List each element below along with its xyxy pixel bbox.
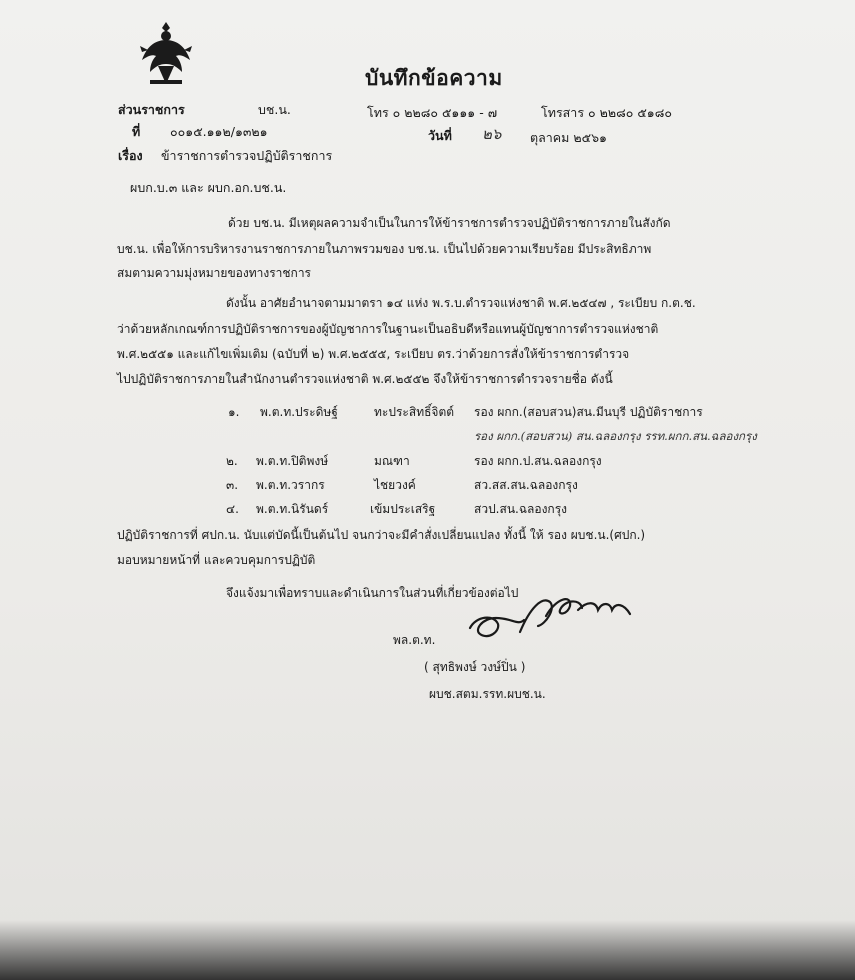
officer-position: รอง ผกก.(สอบสวน)สน.มีนบุรี ปฏิบัติราชการ (474, 405, 703, 419)
fax-number: โทรสาร ๐ ๒๒๘๐ ๕๑๘๐ (541, 105, 672, 120)
agency-label: ส่วนราชการ (118, 102, 185, 117)
officer-position: สวป.สน.ฉลองกรุง (474, 502, 567, 516)
officer-rank-name: พ.ต.ท.นิรันดร์ (256, 502, 329, 516)
para3-line: มอบหมายหน้าที่ และควบคุมการปฏิบัติ (117, 553, 316, 567)
officer-position-handwritten: รอง ผกก.(สอบสวน) สน.ฉลองกรุง รรท.ผกก.สน.ฉลองกรุง (474, 429, 757, 443)
para2-line: ว่าด้วยหลักเกณฑ์การปฏิบัติราชการของผู้บัญชาการในฐานะเป็นอธิบดีหรือแทนผู้บัญชาการตำรวจแห่งชาติ (117, 322, 659, 336)
agency-value: บช.น. (258, 102, 291, 117)
garuda-emblem-icon (136, 18, 196, 90)
memo-title: บันทึกข้อความ (365, 66, 503, 90)
officer-number: ๔. (226, 502, 239, 516)
officer-surname: ทะประสิทธิ์จิตต์ (374, 405, 455, 419)
para1-line: บช.น. เพื่อให้การบริหารงานราชการภายในภาพรวมของ บช.น. เป็นไปด้วยความเรียบร้อย มีประสิทธิภาพ (117, 242, 652, 256)
para1-line: สมตามความมุ่งหมายของทางราชการ (117, 266, 312, 280)
date-label: วันที่ (428, 128, 452, 143)
officer-position: รอง ผกก.ป.สน.ฉลองกรุง (474, 454, 602, 468)
ref-number: ๐๐๑๕.๑๑๒/๑๓๒๑ (170, 124, 268, 139)
date-month-year: ตุลาคม ๒๕๖๑ (530, 130, 607, 145)
subject-label: เรื่อง (118, 148, 143, 163)
closing-line: จึงแจ้งมาเพื่อทราบและดำเนินการในส่วนที่เกี่ยวข้องต่อไป (226, 586, 519, 600)
officer-rank-name: พ.ต.ท.ปิติพงษ์ (256, 454, 329, 468)
ref-label: ที่ (132, 124, 141, 139)
para1-line: ด้วย บช.น. มีเหตุผลความจำเป็นในการให้ข้าราชการตำรวจปฏิบัติราชการภายในสังกัด (228, 216, 671, 230)
officer-rank-name: พ.ต.ท.วรากร (256, 478, 325, 492)
signature-name: ( สุทธิพงษ์ วงษ์ปิ่น ) (424, 660, 526, 674)
officer-number: ๓. (226, 478, 239, 492)
officer-surname: มณฑา (374, 454, 410, 468)
officer-number: ๑. (228, 405, 240, 419)
signature-rank: พล.ต.ท. (393, 633, 436, 647)
handwritten-signature (460, 588, 640, 650)
date-day: ๒๖ (482, 125, 502, 143)
phone-number: โทร ๐ ๒๒๘๐ ๕๑๑๑ - ๗ (367, 105, 498, 120)
para2-line: ไปปฏิบัติราชการภายในสำนักงานตำรวจแห่งชาติ พ.ศ.๒๕๕๒ จึงให้ข้าราชการตำรวจรายชื่อ ดังนี้ (117, 372, 613, 386)
officer-rank-name: พ.ต.ท.ประดิษฐ์ (260, 405, 338, 419)
officer-surname: ไชยวงค์ (374, 478, 416, 492)
subject-text: ข้าราชการตำรวจปฏิบัติราชการ (161, 148, 333, 163)
officer-number: ๒. (226, 454, 238, 468)
para2-line: ดังนั้น อาศัยอำนาจตามมาตรา ๑๔ แห่ง พ.ร.บ.ตำรวจแห่งชาติ พ.ศ.๒๕๔๗ , ระเบียบ ก.ต.ช. (226, 296, 696, 310)
para3-line: ปฏิบัติราชการที่ ศปก.น. นับแต่บัดนี้เป็นต้นไป จนกว่าจะมีคำสั่งเปลี่ยนแปลง ทั้งนี้ ให้ รอง ผบช.น.(ศปก.) (117, 528, 646, 542)
officer-surname: เข้มประเสริฐ (370, 502, 436, 516)
para2-line: พ.ศ.๒๕๕๑ และแก้ไขเพิ่มเติม (ฉบับที่ ๒) พ.ศ.๒๕๕๕, ระเบียบ ตร.ว่าด้วยการสั่งให้ข้าราชการตำรวจ (117, 347, 630, 361)
recipient-line: ผบก.บ.๓ และ ผบก.อก.บช.น. (130, 180, 287, 195)
officer-position: สว.สส.สน.ฉลองกรุง (474, 478, 578, 492)
signature-position: ผบช.สตม.รรท.ผบช.น. (429, 687, 546, 701)
photo-shadow (0, 920, 855, 980)
